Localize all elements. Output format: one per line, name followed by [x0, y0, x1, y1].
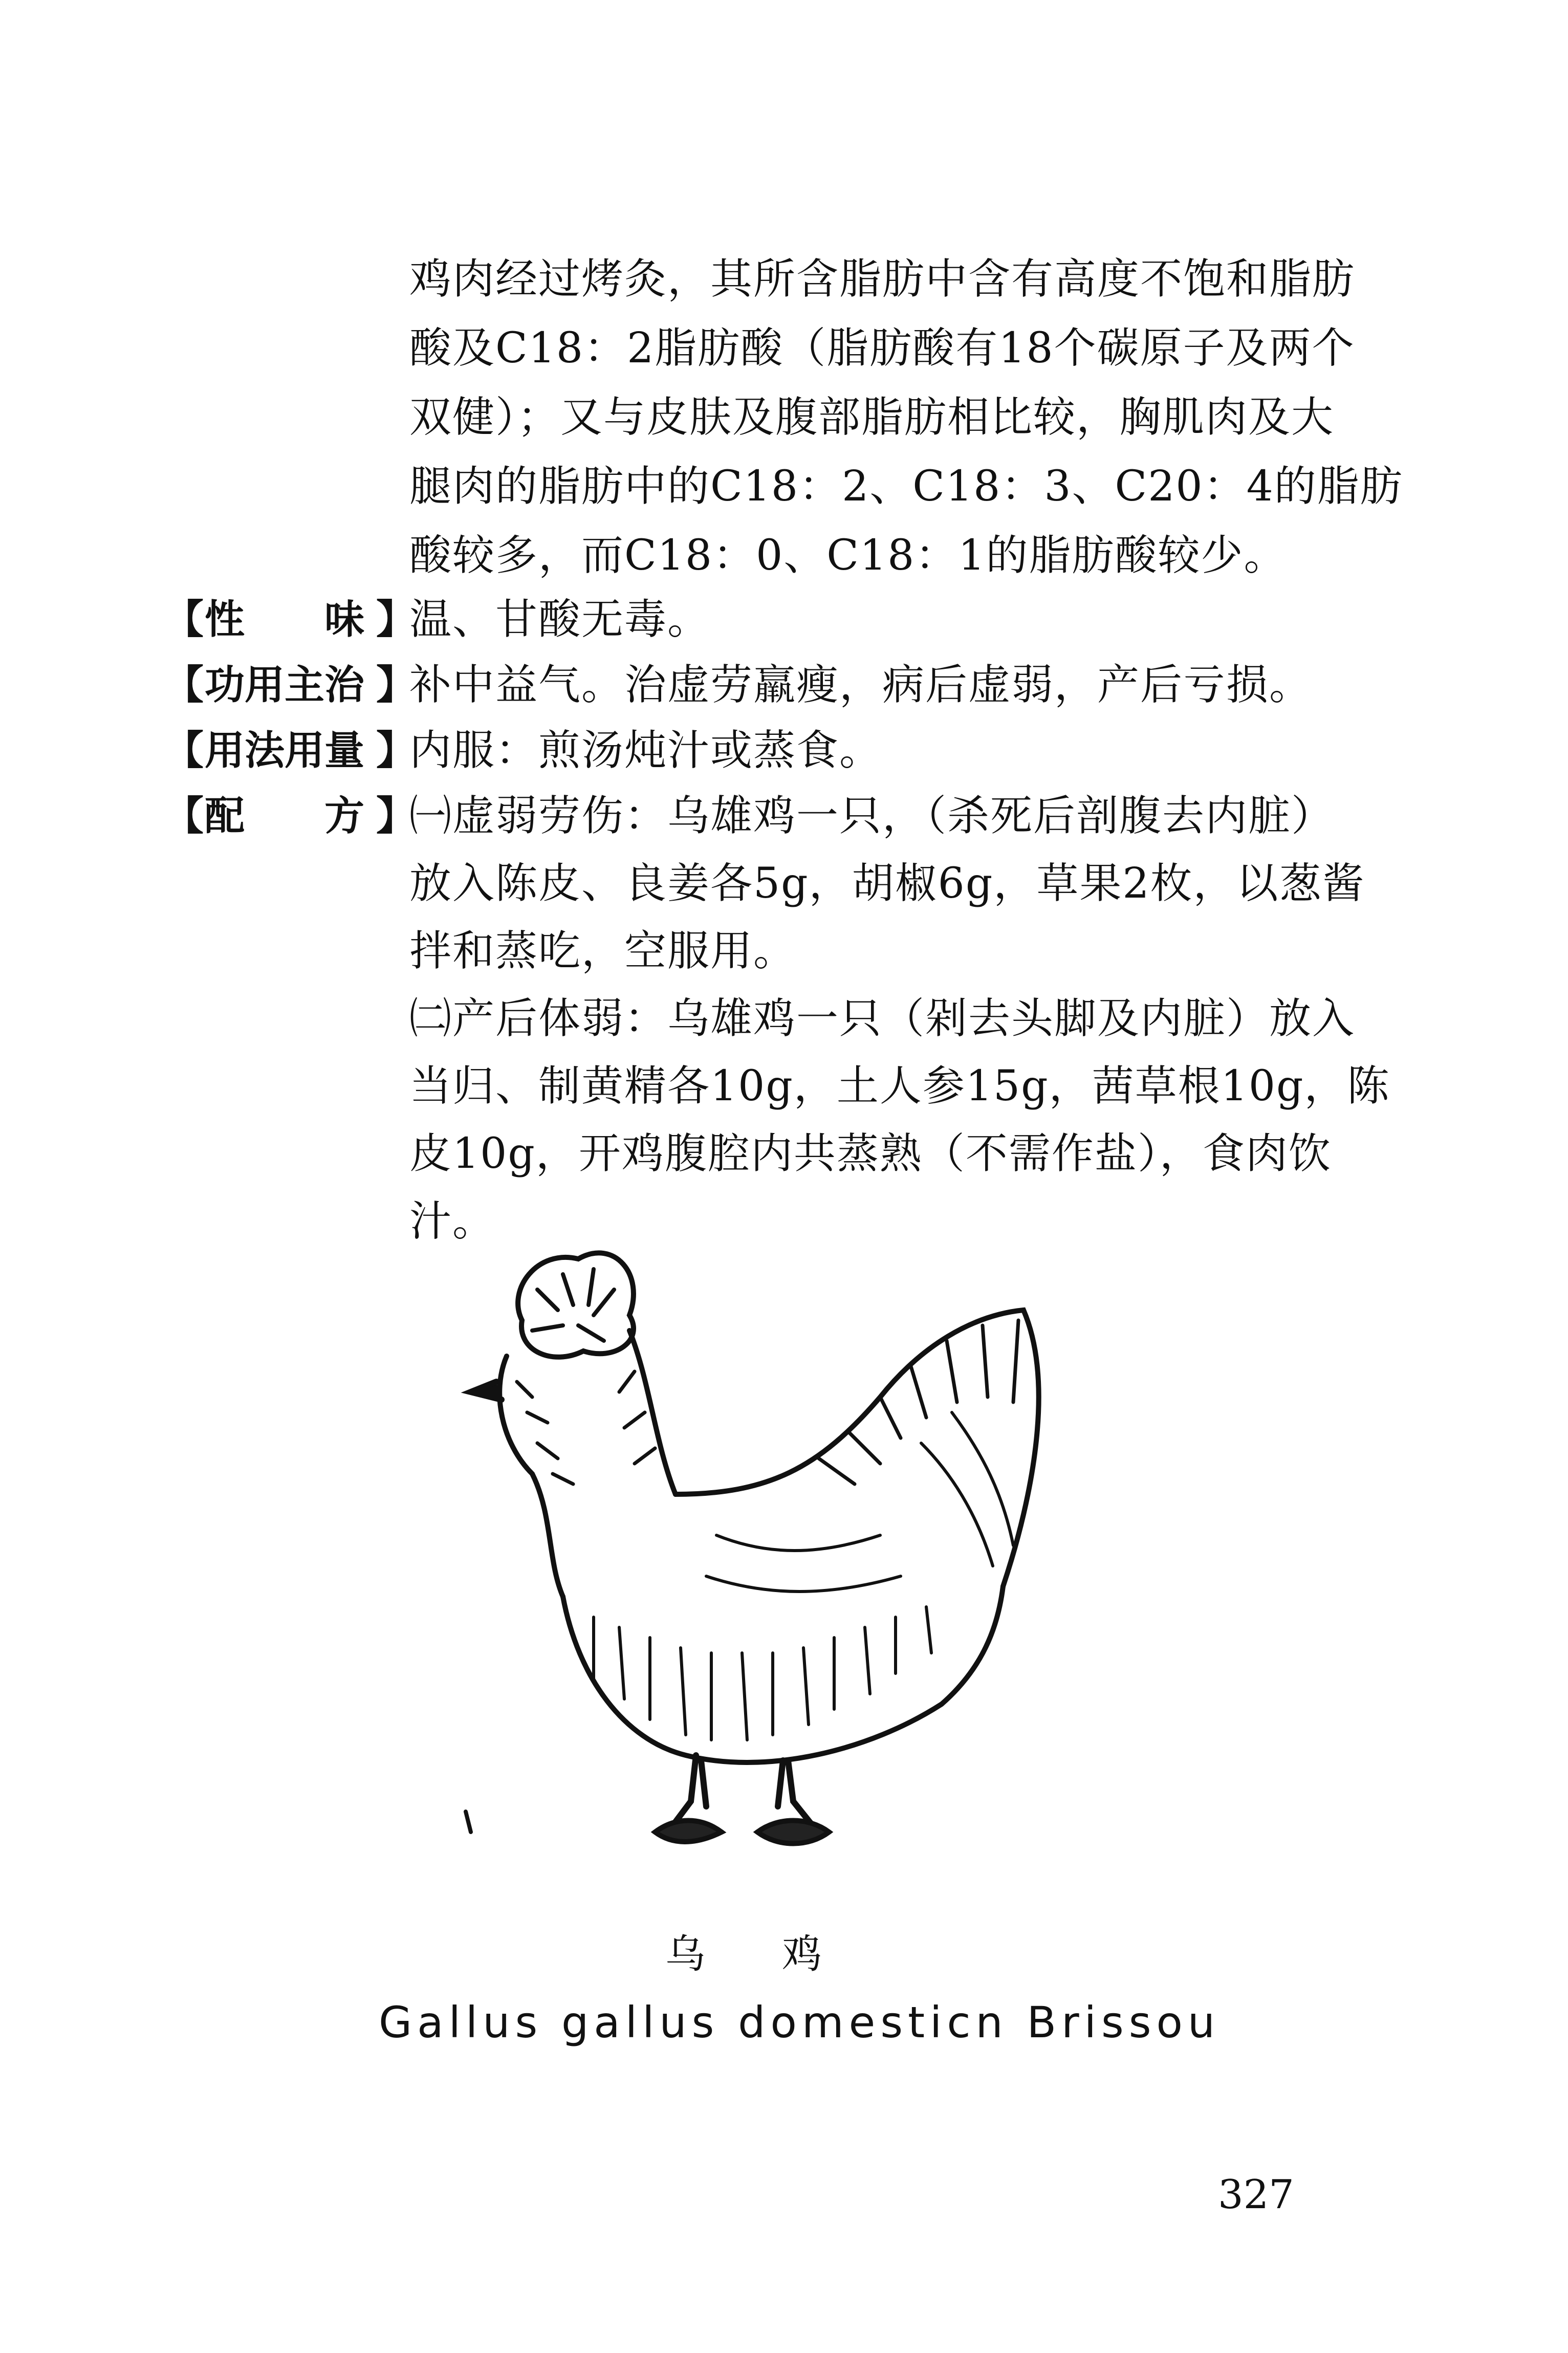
silkie-chicken-illustration [461, 1228, 1126, 1883]
intro-line-5: 酸较多，而C18：0、C18：1的脂肪酸较少。 [409, 531, 1287, 580]
entry-label-function: 功用主治 [205, 662, 365, 708]
bracket-open: 【 [164, 728, 204, 774]
entry-text-flavor: 温、甘酸无毒。 [409, 595, 711, 644]
bracket-open: 【 [164, 662, 204, 708]
bracket-close: 】 [376, 793, 417, 839]
bracket-close: 】 [376, 662, 417, 708]
entry-label-formula: 配 方 [205, 793, 365, 839]
formula-line-6: 皮10g，开鸡腹腔内共蒸熟（不需作盐），食肉饮 [409, 1129, 1332, 1178]
bracket-open: 【 [164, 597, 204, 643]
entry-label-flavor: 性 味 [205, 597, 365, 643]
figure-caption-latin: Gallus gallus domesticn Brissou [379, 1997, 1221, 2047]
entry-text-function: 补中益气。治虚劳羸瘦，病后虚弱，产后亏损。 [409, 661, 1313, 709]
formula-line-7: 汁。 [409, 1197, 496, 1246]
intro-line-4: 腿肉的脂肪中的C18：2、C18：3、C20：4的脂肪 [409, 462, 1403, 511]
intro-line-2: 酸及C18：2脂肪酸（脂肪酸有18个碳原子及两个 [409, 324, 1355, 373]
bracket-open: 【 [164, 793, 204, 839]
entry-text-usage: 内服：煎汤炖汁或蒸食。 [409, 726, 883, 775]
entry-label-usage: 用法用量 [205, 728, 365, 774]
figure-caption-chinese: 乌鸡 [665, 1931, 899, 1977]
intro-line-1: 鸡肉经过烤灸，其所含脂肪中含有高度不饱和脂肪 [409, 255, 1356, 303]
formula-line-1: ㈠虚弱劳伤：乌雄鸡一只，（杀死后剖腹去内脏） [409, 792, 1335, 840]
formula-line-2: 放入陈皮、良姜各5g，胡椒6g，草果2枚，以葱酱 [409, 859, 1365, 908]
intro-line-3: 双健）；又与皮肤及腹部脂肪相比较，胸肌肉及大 [409, 393, 1335, 442]
page-number: 327 [1218, 2172, 1294, 2218]
bracket-close: 】 [376, 597, 417, 643]
formula-line-4: ㈡产后体弱：乌雄鸡一只（剁去头脚及内脏）放入 [409, 994, 1356, 1043]
formula-line-3: 拌和蒸吃，空服用。 [409, 927, 797, 975]
bracket-close: 】 [376, 728, 417, 774]
formula-line-5: 当归、制黄精各10g，土人参15g，茜草根10g，陈 [409, 1062, 1390, 1110]
